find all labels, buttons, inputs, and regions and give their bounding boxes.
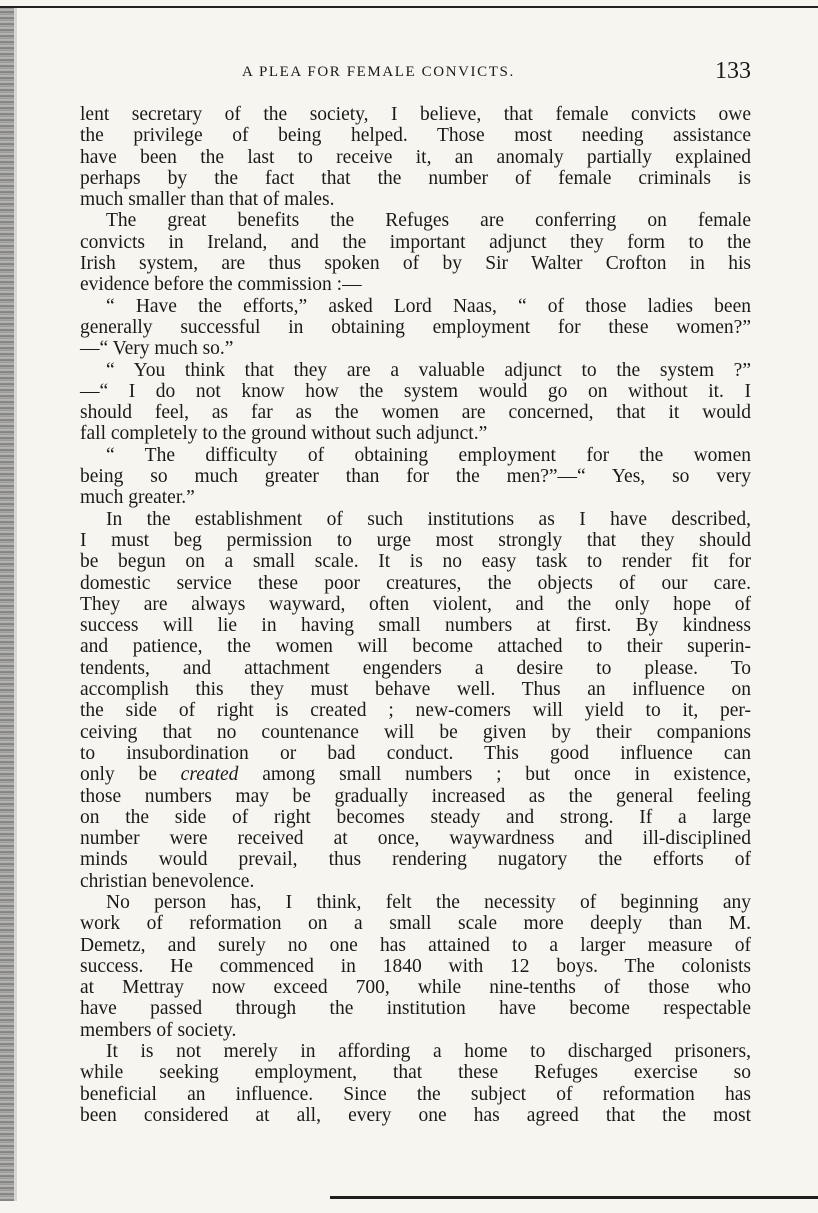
text-line: being so much greater than for the men?”—“ Yes, so very: [80, 466, 751, 488]
text-line: “ You think that they are a valuable adjunct to the system ?”: [106, 359, 751, 381]
page-header: [80, 58, 751, 88]
text-line: much smaller than that of males.: [80, 189, 335, 211]
body-text: [80, 104, 751, 1126]
text-line: christian benevolence.: [80, 870, 255, 892]
text-line: to insubordination or bad conduct. This good influence can: [80, 742, 751, 764]
text-line: [80, 764, 751, 785]
text-line: beneficial an influence. Since the subject of reformation has: [80, 1083, 751, 1105]
text-line: “ The difficulty of obtaining employment for the women: [106, 444, 751, 466]
bottom-rule: [330, 1196, 818, 1199]
text-line: success will lie in having small numbers at first. By kindness: [80, 615, 751, 637]
text-line: work of reformation on a small scale more deeply than M.: [80, 913, 751, 935]
text-line: on the side of right becomes steady and strong. If a large: [80, 806, 751, 828]
text-line: number were received at once, waywardness and ill-disciplined: [80, 828, 751, 850]
text-line: ceiving that no countenance will be given by their companions: [80, 721, 751, 743]
text-line: tendents, and attachment engenders a desire to please. To: [80, 657, 751, 679]
text-line: The great benefits the Refuges are conferring on female: [106, 210, 751, 232]
text-line: at Mettray now exceed 700, while nine-tenths of those who: [80, 977, 751, 999]
text-line: —“ Very much so.”: [80, 338, 234, 360]
text-line: those numbers may be gradually increased as the general feeling: [80, 785, 751, 807]
text-line: Irish system, are thus spoken of by Sir Walter Crofton in his: [80, 253, 751, 275]
text-run: only be: [80, 764, 181, 786]
text-line: been considered at all, every one has agreed that the most: [80, 1104, 751, 1126]
page-number: 133: [715, 58, 751, 84]
top-rule: [0, 6, 818, 8]
text-line: domestic service these poor creatures, the objects of our care.: [80, 572, 751, 594]
text-line: evidence before the commission :—: [80, 274, 362, 296]
text-line: They are always wayward, often violent, and the only hope of: [80, 593, 751, 615]
text-line: the side of right is created ; new-comers will yield to it, per-: [80, 700, 751, 722]
text-line: have passed through the institution have become respectable: [80, 998, 751, 1020]
text-line: In the establishment of such institutions as I have described,: [106, 508, 751, 530]
text-run: among small numbers ; but once in existence,: [238, 764, 751, 786]
text-line: have been the last to receive it, an anomaly partially explained: [80, 146, 751, 168]
emphasized-word: created: [180, 764, 239, 786]
text-line: lent secretary of the society, I believe, that female convicts owe: [80, 104, 751, 125]
text-line: minds would prevail, thus rendering nugatory the efforts of: [80, 849, 751, 871]
text-line: success. He commenced in 1840 with 12 boys. The colonists: [80, 955, 751, 977]
binding-gutter: [0, 8, 14, 1201]
text-line: members of society.: [80, 1019, 237, 1041]
text-line: should feel, as far as the women are concerned, that it would: [80, 402, 751, 424]
text-line: generally successful in obtaining employment for these women?”: [80, 316, 751, 338]
text-line: “ Have the efforts,” asked Lord Naas, “ of those ladies been: [106, 295, 751, 317]
text-line: and patience, the women will become attached to their superin-: [80, 636, 751, 658]
text-line: while seeking employment, that these Refuges exercise so: [80, 1062, 751, 1084]
text-line: convicts in Ireland, and the important adjunct they form to the: [80, 231, 751, 253]
text-line: much greater.”: [80, 487, 195, 509]
text-line: the privilege of being helped. Those most needing assistance: [80, 125, 751, 147]
text-line: fall completely to the ground without such adjunct.”: [80, 423, 488, 445]
running-title: A PLEA FOR FEMALE CONVICTS.: [242, 64, 515, 80]
text-line: I must beg permission to urge most strongly that they should: [80, 529, 751, 551]
gutter-edge: [14, 8, 17, 1201]
text-line: —“ I do not know how the system would go on without it. I: [80, 380, 751, 402]
text-line: It is not merely in affording a home to discharged prisoners,: [106, 1041, 751, 1063]
text-line: perhaps by the fact that the number of female criminals is: [80, 167, 751, 189]
text-line: No person has, I think, felt the necessity of beginning any: [106, 891, 751, 913]
text-line: be begun on a small scale. It is no easy task to render fit for: [80, 551, 751, 573]
text-line: accomplish this they must behave well. Thus an influence on: [80, 679, 751, 701]
text-line: Demetz, and surely no one has attained to a larger measure of: [80, 934, 751, 956]
